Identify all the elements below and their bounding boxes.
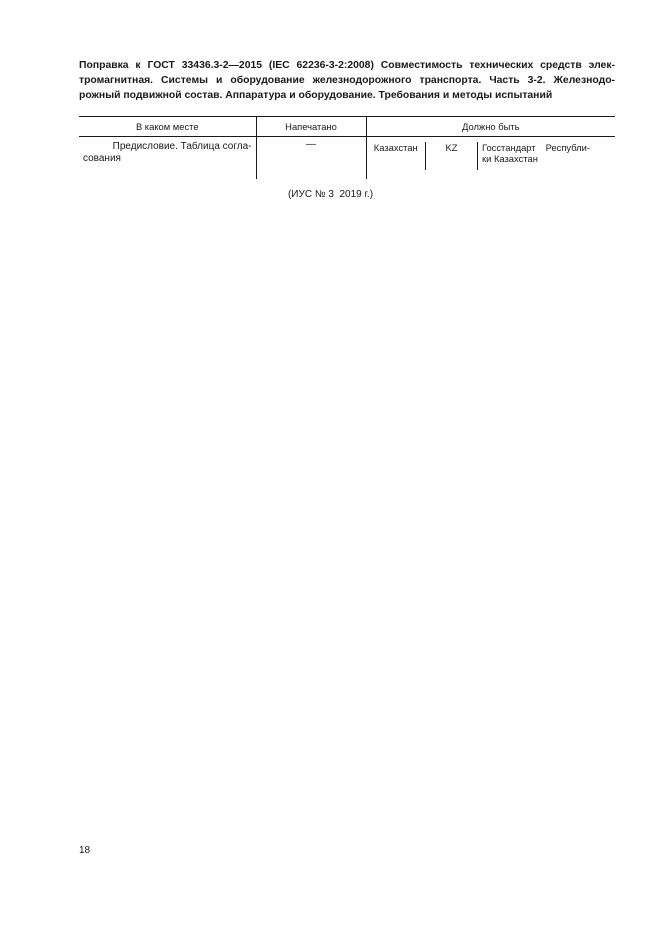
table-row (79, 137, 615, 180)
country-code-cell: KZ (426, 142, 478, 170)
table-header-row (79, 117, 615, 137)
cell-should-be (366, 137, 615, 180)
page-number: 18 (79, 845, 91, 856)
country-cell: Казахстан (373, 142, 418, 153)
correction-heading (79, 58, 615, 103)
cell-where (79, 137, 256, 180)
authority-line-2: ки Казахстан (482, 153, 538, 164)
authority-line-1: Госстандарт Республи- (482, 142, 590, 153)
header-should-be: Должно быть (366, 117, 615, 137)
heading-line-1: Поправка к ГОСТ 33436.3-2—2015 (IEC 62236-3-2:2008) Совместимость технических средств элек- (79, 60, 615, 71)
cell-printed: — (256, 137, 366, 180)
header-printed: Напечатано (256, 117, 366, 137)
heading-line-2: тромагнитная. Системы и оборудование железнодорожного транспорта. Часть 3-2. Железнодо- (79, 75, 615, 86)
header-where: В каком месте (79, 117, 256, 137)
ius-note: (ИУС № 3 2019 г.) (287, 189, 374, 200)
should-be-subtable (367, 142, 616, 170)
authority-cell (478, 142, 616, 170)
where-line-1: Предисловие. Таблица согла- (112, 141, 252, 152)
where-line-2: сования (83, 153, 121, 164)
subtable-row (367, 142, 616, 170)
heading-line-3: рожный подвижной состав. Аппаратура и оборудование. Требования и методы испытаний (79, 90, 553, 101)
correction-table (79, 116, 615, 179)
